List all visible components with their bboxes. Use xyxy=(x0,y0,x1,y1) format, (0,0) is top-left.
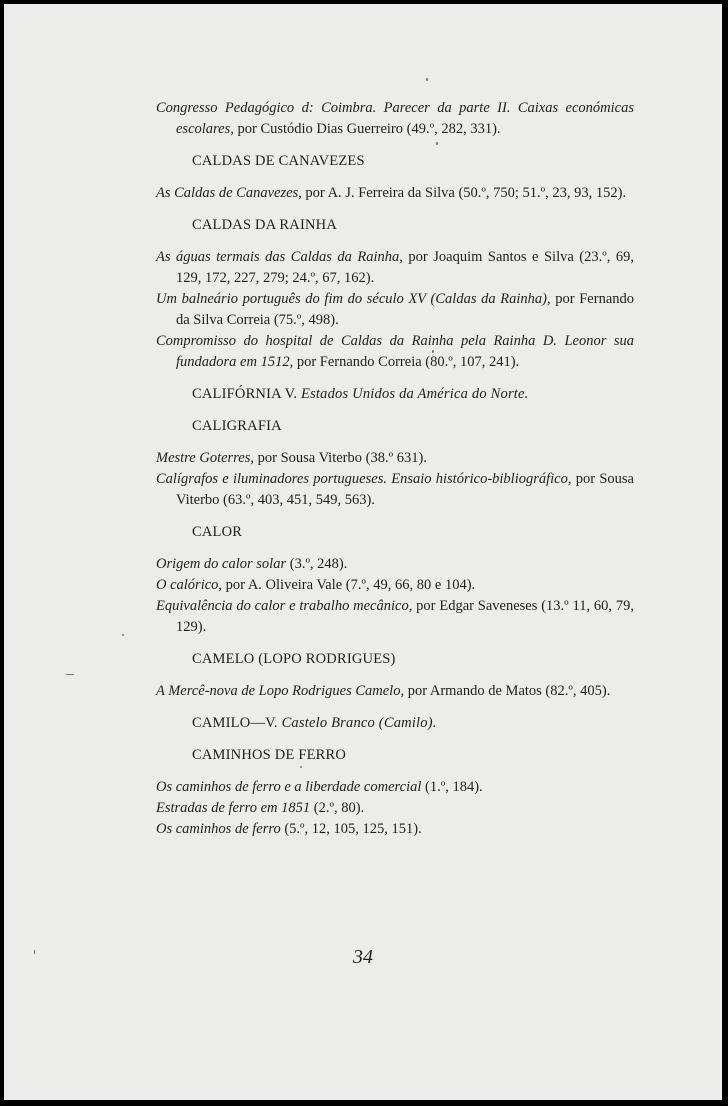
entry-reference: por Edgar Saveneses (13.º 11, 60, 79, 129). xyxy=(176,598,634,635)
section-heading-text: CAMINHOS DE FERRO xyxy=(192,747,347,763)
section-heading-text: CALIGRAFIA xyxy=(192,418,282,434)
entry-reference: por Sousa Viterbo (63.º, 403, 451, 549, 563). xyxy=(176,471,634,508)
page-number: 34 xyxy=(353,946,373,968)
section-heading-text: CALDAS DA RAINHA xyxy=(192,217,337,233)
section-heading-text: CALDAS DE CANAVEZES xyxy=(192,153,365,169)
entry-title: Os caminhos de ferro xyxy=(156,821,281,837)
entry-reference: (3.º, 248). xyxy=(286,556,348,572)
section-cross-reference-title: Estados Unidos da América do Norte. xyxy=(301,386,529,402)
index-entry xyxy=(156,331,634,373)
entry-reference: por Joaquim Santos e Silva (23.º, 69, 129, 172, 227, 279; 24.º, 67, 162). xyxy=(176,249,635,286)
section-heading xyxy=(192,384,634,405)
index-section xyxy=(156,649,634,702)
entry-title: Mestre Goterres, xyxy=(156,450,254,466)
section-cross-reference: V. xyxy=(281,386,302,402)
index-entry xyxy=(156,819,634,840)
entry-title: Compromisso do hospital de Caldas da Rainha pela Rainha D. Leonor sua fundadora em 1512, xyxy=(156,333,634,370)
section-heading-text: CAMILO xyxy=(192,715,251,731)
index-section xyxy=(156,713,634,734)
section-heading xyxy=(192,151,634,172)
index-section xyxy=(156,384,634,405)
index-section xyxy=(156,215,634,373)
index-entry xyxy=(156,777,634,798)
index-section xyxy=(156,151,634,204)
entry-title: Os caminhos de ferro e a liberdade comercial xyxy=(156,779,422,795)
index-entry xyxy=(156,98,634,140)
page-speck xyxy=(122,634,124,636)
index-section xyxy=(156,745,634,840)
entry-title: Um balneário português do fim do século XV (Caldas da Rainha), xyxy=(156,291,551,307)
index-entry xyxy=(156,289,634,331)
entry-reference: por Custódio Dias Guerreiro (49.º, 282, 331). xyxy=(233,121,501,137)
page-speck xyxy=(66,674,74,675)
section-heading xyxy=(192,522,634,543)
section-heading-text: CALIFÓRNIA xyxy=(192,386,282,402)
document-page xyxy=(4,4,722,1100)
index-entry xyxy=(156,247,634,289)
entry-reference: por Sousa Viterbo (38.º 631). xyxy=(254,450,427,466)
index-section xyxy=(156,98,634,140)
section-heading xyxy=(192,215,634,236)
entry-reference: (1.º, 184). xyxy=(421,779,483,795)
section-heading xyxy=(192,713,634,734)
section-heading xyxy=(192,745,634,766)
entry-reference: por A. Oliveira Vale (7.º, 49, 66, 80 e 104). xyxy=(222,577,476,593)
section-cross-reference-title: Castelo Branco (Camilo). xyxy=(281,715,437,731)
entry-reference: por Armando de Matos (82.º, 405). xyxy=(404,683,611,699)
section-heading-text: CAMELO (LOPO RODRIGUES) xyxy=(192,651,396,667)
entry-title: As Caldas de Canavezes, xyxy=(156,185,302,201)
index-entry xyxy=(156,469,634,511)
entry-title: Estradas de ferro em 1851 xyxy=(156,800,311,816)
entry-reference: por Fernando da Silva Correia (75.º, 498). xyxy=(176,291,634,328)
entry-title: Origem do calor solar xyxy=(156,556,287,572)
index-section xyxy=(156,416,634,511)
entry-title: O calórico, xyxy=(156,577,223,593)
index-entry xyxy=(156,681,634,702)
index-entry xyxy=(156,575,634,596)
section-heading xyxy=(192,649,634,670)
index-section xyxy=(156,522,634,638)
section-cross-reference: —V. xyxy=(250,715,282,731)
index-entry xyxy=(156,798,634,819)
section-heading-text: CALOR xyxy=(192,524,243,540)
page-speck xyxy=(426,78,428,81)
entry-reference: (5.º, 12, 105, 125, 151). xyxy=(280,821,422,837)
entry-title: A Mercê-nova de Lopo Rodrigues Camelo, xyxy=(156,683,405,699)
section-heading xyxy=(192,416,634,437)
index-entry xyxy=(156,596,634,638)
entry-reference: por Fernando Correia (80.º, 107, 241). xyxy=(293,354,520,370)
entry-reference: (2.º, 80). xyxy=(310,800,365,816)
entry-title: Equivalência do calor e trabalho mecânico, xyxy=(156,598,413,614)
entry-reference: por A. J. Ferreira da Silva (50.º, 750; 51.º, 23, 93, 152). xyxy=(301,185,627,201)
index-entry xyxy=(156,183,634,204)
entry-title: Calígrafos e iluminadores portugueses. Ensaio histórico-bibliográfico, xyxy=(156,471,572,487)
index-entry xyxy=(156,448,634,469)
index-entry xyxy=(156,554,634,575)
index-content xyxy=(156,98,634,840)
entry-title: As águas termais das Caldas da Rainha, xyxy=(156,249,403,265)
entry-title: Congresso Pedagógico d: Coimbra. Parecer da parte II. Caixas económicas escolares, xyxy=(156,100,634,137)
